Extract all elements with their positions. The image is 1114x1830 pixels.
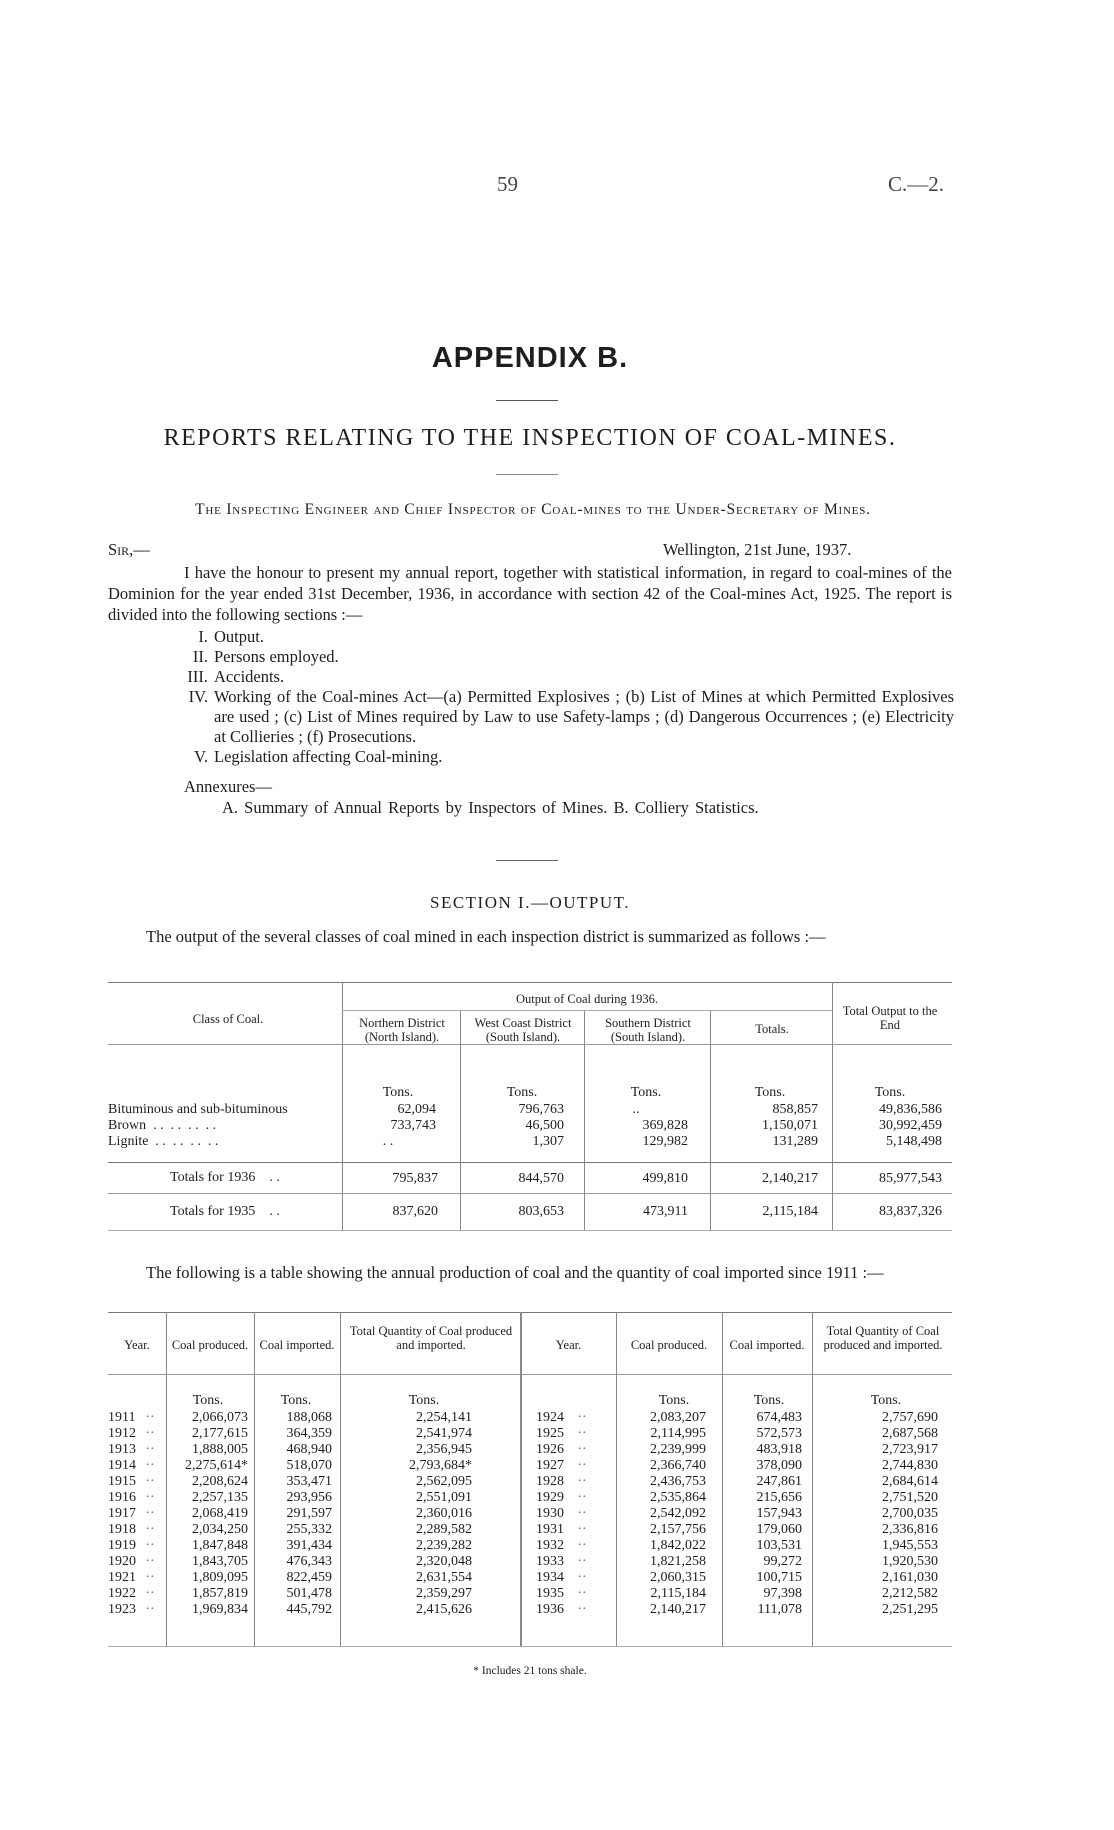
leader-dots: ··: [577, 1458, 587, 1473]
dateline: Wellington, 21st June, 1937.: [663, 540, 852, 559]
leader-dots: ··: [145, 1410, 155, 1425]
section-item: [170, 627, 954, 647]
section-item-text: Legislation affecting Coal-mining.: [214, 747, 443, 766]
leader-dots: ··: [145, 1602, 155, 1617]
cell-coal-produced: 2,275,614*: [185, 1458, 248, 1473]
cell-coal-produced: 2,157,756: [650, 1522, 706, 1537]
salutation: Sir,—: [108, 540, 150, 559]
section-item-number: IV.: [188, 687, 208, 706]
cell-coal-imported: 157,943: [756, 1506, 802, 1521]
cell-total-quantity: 2,251,295: [882, 1602, 938, 1617]
sections-list: [170, 627, 954, 767]
cell-northern: . .: [382, 1134, 394, 1149]
annexures-heading: Annexures—: [184, 777, 272, 796]
cell-year: 1922: [108, 1586, 136, 1601]
cell-coal-produced: 1,842,022: [650, 1538, 706, 1553]
section-item-number: I.: [198, 627, 208, 646]
leader-dots: ··: [145, 1522, 155, 1537]
unit-label: Tons.: [280, 1393, 312, 1408]
cell-total-quantity: 2,320,048: [416, 1554, 472, 1569]
cell-year: 1917: [108, 1506, 136, 1521]
appendix-title: APPENDIX B.: [431, 342, 629, 374]
unit-label: Tons.: [630, 1085, 662, 1100]
cell-total-quantity: 2,751,520: [882, 1490, 938, 1505]
cell-coal-produced: 2,060,315: [650, 1570, 706, 1585]
cell-total-quantity: 2,684,614: [882, 1474, 938, 1489]
cell-west-coast: 796,763: [518, 1102, 564, 1117]
leader-dots: ··: [577, 1474, 587, 1489]
cell-total-quantity: 2,289,582: [416, 1522, 472, 1537]
cell-totals: 131,289: [772, 1134, 818, 1149]
unit-label: Tons.: [192, 1393, 224, 1408]
row-label: Bituminous and sub-bituminous: [108, 1102, 288, 1117]
cell-southern: 499,810: [642, 1171, 688, 1186]
totals-label: Totals for 1936 . .: [170, 1170, 280, 1185]
cell-total-quantity: 2,239,282: [416, 1538, 472, 1553]
cell-year: 1915: [108, 1474, 136, 1489]
leader-dots: ··: [145, 1554, 155, 1569]
section-intro: The output of the several classes of coal mined in each inspection district is summarized as follows :—: [146, 927, 826, 946]
cell-coal-produced: 1,888,005: [192, 1442, 248, 1457]
cell-total-quantity: 2,359,297: [416, 1586, 472, 1601]
cell-year: 1930: [536, 1506, 564, 1521]
cell-year: 1914: [108, 1458, 136, 1473]
cell-coal-imported: 247,861: [756, 1474, 802, 1489]
section-item-text: Output.: [214, 627, 264, 646]
leader-dots: ··: [145, 1442, 155, 1457]
cell-total-to-end: 83,837,326: [879, 1204, 942, 1219]
cell-year: 1932: [536, 1538, 564, 1553]
table-column-rule: [812, 1312, 813, 1646]
cell-coal-imported: 674,483: [756, 1410, 802, 1425]
leader-dots: ··: [577, 1538, 587, 1553]
cell-coal-produced: 2,366,740: [650, 1458, 706, 1473]
cell-year: 1924: [536, 1410, 564, 1425]
leader-dots: ··: [145, 1490, 155, 1505]
cell-coal-produced: 2,436,753: [650, 1474, 706, 1489]
cell-coal-produced: 1,843,705: [192, 1554, 248, 1569]
cell-year: 1925: [536, 1426, 564, 1441]
column-header-west-coast: West Coast District (South Island).: [474, 1016, 572, 1044]
cell-total-to-end: 49,836,586: [879, 1102, 942, 1117]
cell-year: 1934: [536, 1570, 564, 1585]
cell-coal-produced: 2,257,135: [192, 1490, 248, 1505]
cell-southern: 473,911: [643, 1204, 688, 1219]
cell-southern: ..: [632, 1102, 640, 1117]
cell-coal-produced: 2,542,092: [650, 1506, 706, 1521]
page-number: 59: [497, 172, 518, 196]
cell-total-quantity: 2,793,684*: [409, 1458, 472, 1473]
column-header-northern: Northern District (North Island).: [359, 1016, 445, 1044]
cell-coal-produced: 1,847,848: [192, 1538, 248, 1553]
unit-label: Tons.: [870, 1393, 902, 1408]
table-column-rule: [710, 1010, 711, 1230]
table-rule: [108, 1374, 952, 1375]
section-item: [170, 667, 954, 687]
table-column-rule: [722, 1312, 723, 1646]
leader-dots: ··: [577, 1602, 587, 1617]
cell-coal-imported: 97,398: [763, 1586, 802, 1601]
cell-total-to-end: 30,992,459: [879, 1118, 942, 1133]
cell-northern: 62,094: [397, 1102, 436, 1117]
leader-dots: ··: [577, 1490, 587, 1505]
cell-total-quantity: 2,336,816: [882, 1522, 938, 1537]
cell-year: 1933: [536, 1554, 564, 1569]
table-rule: [108, 982, 952, 983]
cell-year: 1921: [108, 1570, 136, 1585]
report-title: REPORTS RELATING TO THE INSPECTION OF COAL-MINES.: [163, 425, 897, 451]
output-group-header: Output of Coal during 1936.: [515, 992, 658, 1006]
cell-year: 1928: [536, 1474, 564, 1489]
table-column-rule: [832, 982, 833, 1230]
table-rule: [108, 1230, 952, 1231]
class-of-coal-header: Class of Coal.: [192, 1012, 264, 1026]
cell-total-quantity: 2,700,035: [882, 1506, 938, 1521]
cell-total-quantity: 2,541,974: [416, 1426, 472, 1441]
cell-coal-imported: 445,792: [286, 1602, 332, 1617]
cell-total-quantity: 1,920,530: [882, 1554, 938, 1569]
cell-total-quantity: 1,945,553: [882, 1538, 938, 1553]
cell-total-quantity: 2,415,626: [416, 1602, 472, 1617]
totals-label: Totals for 1935 . .: [170, 1204, 280, 1219]
leader-dots: ··: [577, 1426, 587, 1441]
cell-coal-produced: 2,115,184: [650, 1586, 706, 1601]
cell-coal-imported: 179,060: [756, 1522, 802, 1537]
cell-west-coast: 46,500: [525, 1118, 564, 1133]
table-rule: [342, 1010, 832, 1011]
table-column-rule: [340, 1312, 341, 1646]
cell-coal-imported: 468,940: [286, 1442, 332, 1457]
leader-dots: ··: [145, 1538, 155, 1553]
leader-dots: ··: [145, 1506, 155, 1521]
cell-west-coast: 844,570: [518, 1171, 564, 1186]
section-item-number: V.: [194, 747, 208, 766]
section-divider: [496, 860, 558, 861]
cell-total-quantity: 2,360,016: [416, 1506, 472, 1521]
table-column-rule: [342, 982, 343, 1230]
cell-total-quantity: 2,356,945: [416, 1442, 472, 1457]
cell-total-quantity: 2,744,830: [882, 1458, 938, 1473]
cell-coal-imported: 822,459: [286, 1570, 332, 1585]
cell-year: 1929: [536, 1490, 564, 1505]
leader-dots: ··: [577, 1442, 587, 1457]
cell-coal-imported: 293,956: [286, 1490, 332, 1505]
cell-northern: 733,743: [390, 1118, 436, 1133]
cell-west-coast: 803,653: [518, 1204, 564, 1219]
cell-totals: 1,150,071: [762, 1118, 818, 1133]
cell-total-quantity: 2,212,582: [882, 1586, 938, 1601]
leader-dots: ··: [577, 1522, 587, 1537]
cell-total-quantity: 2,562,095: [416, 1474, 472, 1489]
cell-year: 1920: [108, 1554, 136, 1569]
cell-coal-imported: 391,434: [286, 1538, 332, 1553]
cell-year: 1911: [108, 1410, 136, 1425]
cell-total-quantity: 2,254,141: [416, 1410, 472, 1425]
cell-year: 1916: [108, 1490, 136, 1505]
cell-coal-imported: 255,332: [286, 1522, 332, 1537]
cell-coal-imported: 100,715: [756, 1570, 802, 1585]
title-divider: [496, 400, 558, 401]
cell-northern: 795,837: [392, 1171, 438, 1186]
cell-totals: 858,857: [772, 1102, 818, 1117]
cell-year: 1913: [108, 1442, 136, 1457]
cell-coal-produced: 2,114,995: [650, 1426, 706, 1441]
table-column-rule: [616, 1312, 617, 1646]
table-rule: [108, 1193, 952, 1194]
column-header-total-to-end: Total Output to the End: [842, 1004, 938, 1032]
table-column-rule: [254, 1312, 255, 1646]
cell-year: 1935: [536, 1586, 564, 1601]
cell-coal-produced: 2,239,999: [650, 1442, 706, 1457]
unit-label: Tons.: [382, 1085, 414, 1100]
cell-coal-imported: 572,573: [756, 1426, 802, 1441]
leader-dots: ··: [145, 1586, 155, 1601]
section-item-number: II.: [192, 647, 208, 666]
leader-dots: ··: [145, 1458, 155, 1473]
table-column-rule: [460, 1010, 461, 1230]
column-header-totals: Totals.: [755, 1022, 789, 1036]
table-rule: [108, 1162, 952, 1163]
cell-coal-produced: 1,857,819: [192, 1586, 248, 1601]
cell-year: 1918: [108, 1522, 136, 1537]
cell-coal-produced: 1,969,834: [192, 1602, 248, 1617]
table-rule: [108, 1044, 952, 1045]
cell-coal-imported: 476,343: [286, 1554, 332, 1569]
cell-year: 1931: [536, 1522, 564, 1537]
unit-label: Tons.: [754, 1085, 786, 1100]
section-item-text: Persons employed.: [214, 647, 339, 666]
cell-coal-produced: 1,809,095: [192, 1570, 248, 1585]
unit-label: Tons.: [506, 1085, 538, 1100]
coal-produced-header: Coal produced.: [171, 1338, 249, 1352]
row-label: Brown . . . . . . . .: [108, 1118, 217, 1133]
cell-southern: 129,982: [642, 1134, 688, 1149]
cell-coal-imported: 483,918: [756, 1442, 802, 1457]
leader-dots: ··: [577, 1410, 587, 1425]
table-rule: [108, 1646, 952, 1647]
cell-year: 1936: [536, 1602, 564, 1617]
leader-dots: ··: [577, 1554, 587, 1569]
section-title: SECTION I.—OUTPUT.: [430, 893, 630, 912]
annexures-list: A. Summary of Annual Reports by Inspectors of Mines. B. Colliery Statistics.: [222, 798, 759, 817]
cell-coal-imported: 364,359: [286, 1426, 332, 1441]
cell-coal-imported: 518,070: [286, 1458, 332, 1473]
cell-coal-imported: 501,478: [286, 1586, 332, 1601]
row-label: Lignite . . . . . . . .: [108, 1134, 219, 1149]
document-reference: C.—2.: [888, 172, 945, 196]
subtitle-divider: [496, 474, 558, 475]
cell-total-quantity: 2,687,568: [882, 1426, 938, 1441]
cell-coal-imported: 291,597: [286, 1506, 332, 1521]
cell-coal-produced: 2,177,615: [192, 1426, 248, 1441]
cell-total-to-end: 5,148,498: [886, 1134, 942, 1149]
cell-coal-produced: 2,034,250: [192, 1522, 248, 1537]
cell-coal-imported: 111,078: [757, 1602, 802, 1617]
cell-coal-imported: 103,531: [756, 1538, 802, 1553]
cell-coal-imported: 99,272: [763, 1554, 802, 1569]
year-header: Year.: [555, 1338, 582, 1352]
leader-dots: ··: [577, 1586, 587, 1601]
year-header: Year.: [124, 1338, 150, 1352]
cell-total-quantity: 2,723,917: [882, 1442, 938, 1457]
leader-dots: ··: [577, 1506, 587, 1521]
cell-year: 1927: [536, 1458, 564, 1473]
section-item-number: III.: [187, 667, 208, 686]
table-rule: [108, 1312, 952, 1313]
cell-southern: 369,828: [642, 1118, 688, 1133]
leader-dots: ··: [145, 1426, 155, 1441]
table-column-rule: [584, 1010, 585, 1230]
cell-coal-produced: 2,535,864: [650, 1490, 706, 1505]
cell-total-quantity: 2,161,030: [882, 1570, 938, 1585]
cell-coal-produced: 1,821,258: [650, 1554, 706, 1569]
unit-label: Tons.: [874, 1085, 906, 1100]
unit-label: Tons.: [658, 1393, 690, 1408]
total-quantity-header: Total Quantity of Coal produced and imported.: [823, 1324, 943, 1352]
intro-paragraph: I have the honour to present my annual report, together with statistical information, in regard to coal-mines of the Dominion for the year ended 31st December, 1936, in accordance with section 42 of the Coal-mines Act, 1925. The report is divided into the following sections :—: [108, 563, 952, 624]
section-item-text: Working of the Coal-mines Act—(a) Permitted Explosives ; (b) List of Mines at which Permitted Explosives are used ; (c) List of Mines required by Law to use Safety-lamps ; (d) Dangerous Occurrences ; (e) Electricity at Collieries ; (f) Prosecutions.: [214, 687, 954, 746]
cell-total-to-end: 85,977,543: [879, 1171, 942, 1186]
cell-total-quantity: 2,757,690: [882, 1410, 938, 1425]
unit-label: Tons.: [408, 1393, 440, 1408]
cell-totals: 2,140,217: [762, 1171, 818, 1186]
cell-coal-imported: 378,090: [756, 1458, 802, 1473]
cell-year: 1926: [536, 1442, 564, 1457]
coal-imported-header: Coal imported.: [259, 1338, 335, 1352]
cell-coal-imported: 188,068: [286, 1410, 332, 1425]
cell-coal-imported: 353,471: [286, 1474, 332, 1489]
production-intro: The following is a table showing the annual production of coal and the quantity of coal imported since 1911 :—: [146, 1263, 884, 1282]
leader-dots: ··: [577, 1570, 587, 1585]
cell-totals: 2,115,184: [762, 1204, 818, 1219]
cell-total-quantity: 2,631,554: [416, 1570, 472, 1585]
cell-coal-produced: 2,140,217: [650, 1602, 706, 1617]
column-header-southern: Southern District (South Island).: [605, 1016, 691, 1044]
cell-year: 1919: [108, 1538, 136, 1553]
table-column-rule: [166, 1312, 167, 1646]
total-quantity-header: Total Quantity of Coal produced and imported.: [349, 1324, 513, 1352]
cell-coal-produced: 2,208,624: [192, 1474, 248, 1489]
cell-coal-produced: 2,066,073: [192, 1410, 248, 1425]
section-item-text: Accidents.: [214, 667, 285, 686]
cell-coal-imported: 215,656: [756, 1490, 802, 1505]
cell-year: 1923: [108, 1602, 136, 1617]
cell-total-quantity: 2,551,091: [416, 1490, 472, 1505]
leader-dots: ··: [145, 1570, 155, 1585]
table-center-rule: [520, 1312, 522, 1646]
section-item: [170, 747, 954, 767]
cell-northern: 837,620: [392, 1204, 438, 1219]
letter-address: The Inspecting Engineer and Chief Inspector of Coal-mines to the Under-Secretary of Mines.: [195, 501, 871, 518]
cell-coal-produced: 2,068,419: [192, 1506, 248, 1521]
cell-coal-produced: 2,083,207: [650, 1410, 706, 1425]
leader-dots: ··: [145, 1474, 155, 1489]
section-item: [170, 687, 954, 747]
coal-imported-header: Coal imported.: [729, 1338, 805, 1352]
cell-west-coast: 1,307: [532, 1134, 564, 1149]
output-table: [108, 982, 952, 1234]
section-item: [170, 647, 954, 667]
coal-produced-header: Coal produced.: [630, 1338, 708, 1352]
production-table: [108, 1312, 952, 1652]
unit-label: Tons.: [753, 1393, 785, 1408]
footnote: * Includes 21 tons shale.: [473, 1665, 587, 1677]
cell-year: 1912: [108, 1426, 136, 1441]
